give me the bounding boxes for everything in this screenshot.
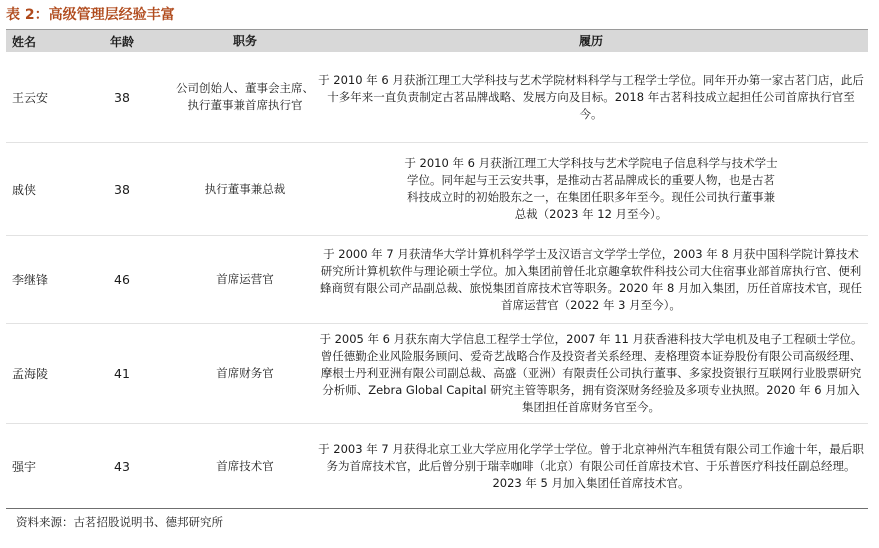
row-bio (314, 441, 868, 492)
row-age: 46 (114, 272, 130, 287)
table-title: 表 2：高级管理层经验丰富 (6, 7, 175, 23)
row-bio-text: 于 2005 年 6 月获东南大学信息工程学士学位，2007 年 11 月获香港科技大学电机及电子工程硕士学位。曾任德勤企业风险服务顾问、爱奇艺战略合作及投资者关系经理、麦格理资本证券股份有限公司高级经理、摩根士丹利亚洲有限公司副总裁、高盛（亚洲）有限责任公司执行董事、多家投资银行互联网行业股票研究分析师、Zebra Global Capital 研究主管等职务，拥有资深财务经验及多项专业执照。2020 年 6 月加入集团担任首席财务官至今。 (319, 332, 863, 414)
row-age: 38 (114, 89, 130, 105)
row-bio-text: 于 2000 年 7 月获清华大学计算机科学学士及汉语言文学学士学位，2003 年 8 月获中国科学院计算技术研究所计算机软件与理论硕士学位。加入集团前曾任北京趣拿软件科技公司大住宿事业部首席执行官、便利蜂商贸有限公司产品副总裁、旅悦集团首席技术官等职务。2020 年 8 月加入集团，历任首席技术官，现任首席运营官（2022 年 3 月至今）。 (319, 246, 863, 312)
table-row (6, 236, 868, 324)
row-position: 公司创始人、董事会主席、执行董事兼首席执行官 (176, 81, 314, 112)
table-row (6, 424, 868, 509)
row-position: 执行董事兼总裁 (204, 181, 286, 196)
table-row (6, 324, 868, 424)
source-note: 资料来源：古茗招股说明书、德邦研究所 (16, 515, 223, 529)
header-position: 职务 (232, 33, 257, 48)
row-bio (314, 331, 868, 416)
table-header (6, 29, 868, 52)
row-name: 王云安 (12, 90, 49, 105)
row-bio-text: 于 2010 年 6 月获浙江理工大学科技与艺术学院电子信息科学与技术学士学位。同年起与王云安共事，是推动古茗品牌成长的重要人物，也是古茗科技成立时的初始股东之一，在集团任职多年至今。现任公司执行董事兼总裁（2023 年 12 月至今）。 (404, 156, 778, 221)
row-position: 首席财务官 (216, 366, 274, 380)
row-bio (314, 246, 868, 314)
table-row (6, 143, 868, 236)
row-age: 38 (114, 181, 130, 197)
row-age: 43 (114, 458, 130, 474)
row-age: 41 (114, 366, 130, 381)
row-name: 李继锋 (12, 273, 49, 287)
row-bio (314, 155, 868, 223)
header-name: 姓名 (12, 34, 37, 49)
row-position: 首席技术官 (216, 458, 274, 473)
row-position: 首席运营官 (216, 272, 274, 286)
row-bio-text: 于 2010 年 6 月获浙江理工大学科技与艺术学院材料科学与工程学士学位。同年开办第一家古茗门店，此后十多年来一直负责制定古茗品牌战略、发展方向及目标。2018 年古茗科技成立起担任公司首席执行官至今。 (318, 72, 864, 121)
header-bio: 履历 (578, 33, 603, 48)
header-age: 年龄 (109, 34, 134, 49)
table-row (6, 52, 868, 143)
row-name: 强宇 (12, 459, 37, 474)
row-name: 孟海陵 (12, 367, 49, 381)
row-bio (314, 72, 868, 123)
row-name: 戚侠 (12, 182, 37, 197)
management-table (6, 29, 868, 509)
row-bio-text: 于 2003 年 7 月获得北京工业大学应用化学学士学位。曾于北京神州汽车租赁有限公司工作逾十年，最后职务为首席技术官，此后曾分别于瑞幸咖啡（北京）有限公司任首席技术官、于乐普医疗科技任副总经理。2023 年 5 月加入集团任首席技术官。 (318, 441, 864, 490)
